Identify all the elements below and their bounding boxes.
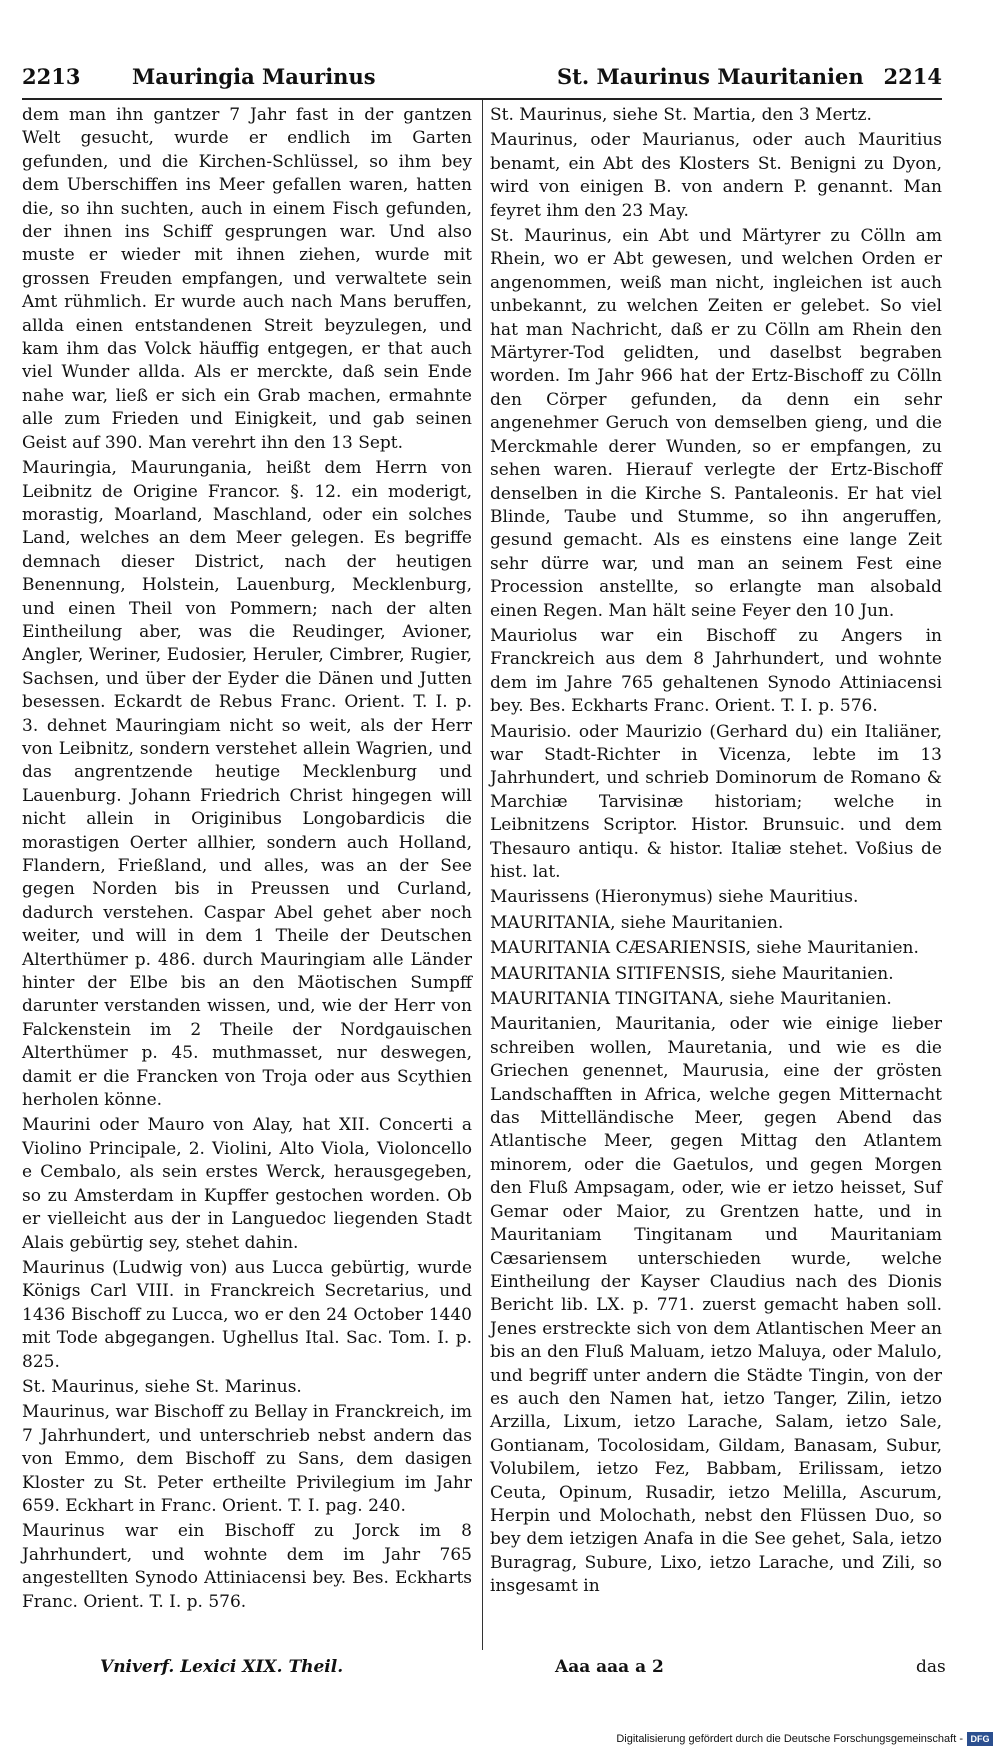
column-divider <box>482 100 483 1650</box>
entry-paragraph: Mauringia, Maurungania, heißt dem Herrn von Leibnitz de Origine Francor. §. 12. ein moderigt, morastig, Moarland, Maschland, oder ein solches Land, welches an dem Meer gelegen. Es begriffe demnach dieser District, nach der heutigen Benennung, Holstein, Lauenburg, Mecklenburg, und einen Theil von Pommern; nach der alten Eintheilung aber, was die Reudinger, Avioner, Angler, Weriner, Eudosier, Heruler, Cimbrer, Rugier, Sachsen, und über der Eyder die Dänen und Jutten besessen. Eckardt de Rebus Franc. Orient. T. I. p. 3. dehnet Mauringiam nicht so weit, als der Herr von Leibnitz, sondern verstehet allein Wagrien, und das angrentzende heutige Mecklenburg und Lauenburg. Johann Friedrich Christ hingegen will nicht allein in Originibus Longobardicis die morastigen Oerter allhier, sondern auch Holland, Flandern, Frießland, und alles, was an der See gegen Norden bis in Preussen und Curland, dadurch verstehen. Caspar Abel gehet aber noch weiter, und will in dem 1 Theile der Deutschen Alterthümer p. 486. durch Mauringiam alle Länder hinter der Elbe bis an den Mäotischen Sumpff darunter verstanden wissen, und, wie der Herr von Falckenstein im 2 Theile der Nordgauischen Alterthümer p. 45. muthmasset, nur deswegen, damit er die Francken von Troja oder aus Scythien herholen könne. <box>22 458 472 1111</box>
left-page-number: 2213 <box>22 64 81 89</box>
entry-paragraph: MAURITANIA SITIFENSIS, siehe Mauritanien. <box>490 963 894 984</box>
dfg-logo: DFG <box>967 1732 993 1746</box>
sheet-mark: Aaa aaa a 2 <box>555 1657 664 1677</box>
entry-paragraph: Maurinus, oder Maurianus, oder auch Mauritius benamt, ein Abt des Klosters St. Benigni zu Dyon, wird von einigen B. von andern P. genannt. Man feyret ihm den 23 May. <box>490 130 942 221</box>
credit-text: Digitalisierung gefördert durch die Deutsche Forschungsgemeinschaft - <box>616 1733 963 1745</box>
entry-paragraph: MAURITANIA TINGITANA, siehe Mauritanien. <box>490 989 892 1010</box>
entry-paragraph: Mauritanien, Mauritania, oder wie einige lieber schreiben wollen, Mauretania, und wie es die Griechen genennet, Maurusia, eine der grösten Landschafften in Africa, welche gegen Mitternacht das Mittelländische Meer, gegen Abend das Atlantische Meer, gegen Mittag den Atlantem minorem, oder die Gaetulos, und gegen Morgen den Fluß Ampsagam, oder, wie er ietzo heisset, Suf Gemar oder Maior, zu Grentzen hatte, und in Mauritaniam Tingitanam und Mauritaniam Cæsariensem unterschieden wurde, welche Eintheilung der Kayser Claudius nach des Dionis Bericht lib. LX. p. 771. zuerst gemacht haben soll. Jenes erstreckte sich von dem Atlantischen Meer an bis an den Fluß Maluam, ietzo Maluya, oder Malulo, und begriff unter andern die Städte Tingin, von der es auch den Namen hat, ietzo Tanger, Zilin, ietzo Arzilla, Lixum, ietzo Larache, Salam, ietzo Sale, Gontianam, Tocolosidam, Gildam, Banasam, Subur, Volubilem, ietzo Fez, Babbam, Erilissam, ietzo Ceuta, Opinum, Rusadir, ietzo Melilla, Ascurum, Herpin und Molochath, nebst den Flüssen Duo, so bey dem ietzigen Anafa in die See gehet, Sala, ietzo Buragrag, Subure, Lixo, ietzo Larache, und Zili, so insgesamt in <box>490 1014 942 1597</box>
entry-paragraph: Maurini oder Mauro von Alay, hat XII. Concerti a Violino Principale, 2. Violini, Alto Viola, Violoncello e Cembalo, als sein erstes Werck, herausgegeben, so zu Amsterdam in Kupffer gestochen worden. Ob er vielleicht aus der in Languedoc liegenden Stadt Alais gebürtig sey, stehet dahin. <box>22 1115 472 1253</box>
entry-paragraph: St. Maurinus, siehe St. Martia, den 3 Mertz. <box>490 105 872 125</box>
entry-paragraph: St. Maurinus, siehe St. Marinus. <box>22 1376 302 1397</box>
entry-paragraph: Maurissens (Hieronymus) siehe Mauritius. <box>490 887 859 908</box>
entry-paragraph: dem man ihn gantzer 7 Jahr fast in der gantzen Welt gesucht, wurde er endlich im Garten gefunden, und die Kirchen-Schlüssel, so ihm bey dem Uberschiffen ins Meer gefallen waren, hatten die, so ihn suchten, auch in einem Fisch gefunden, der ihnen ins Schiff gesprungen war. Und also muste er wieder mit ihnen ziehen, wurde mit grossen Freuden empfangen, und verwaltete sein Amt rühmlich. Er wurde auch nach Mans beruffen, allda einen entstandenen Streit beyzulegen, und kam ihm das Volck häuffig entgegen, er that auch viel Wunder allda. Als er merckte, daß sein Ende nahe war, ließ er sich ein Grab machen, ermahnte alle zum Frieden und Einigkeit, und gab seinen Geist auf 390. Man verehrt ihn den 13 Sept. <box>22 105 472 453</box>
right-column <box>490 104 942 1601</box>
catchword: das <box>916 1657 946 1677</box>
right-running-head: St. Maurinus Mauritanien <box>557 64 864 89</box>
digitization-credit <box>615 1730 995 1750</box>
entry-paragraph: MAURITANIA, siehe Mauritanien. <box>490 912 784 933</box>
right-page-number: 2214 <box>883 64 942 89</box>
entry-paragraph: MAURITANIA CÆSARIENSIS, siehe Mauritanien. <box>490 938 919 959</box>
signature-line: Vniverf. Lexici XIX. Theil. <box>100 1657 344 1677</box>
entry-paragraph: Mauriolus war ein Bischoff zu Angers in Franckreich aus dem 8 Jahrhundert, und wohnte dem im Jahre 765 gehaltenen Synodo Attiniacensi bey. Bes. Eckharts Franc. Orient. T. I. p. 576. <box>490 625 942 717</box>
left-column <box>22 104 472 1616</box>
entry-paragraph: Maurinus war ein Bischoff zu Jorck im 8 Jahrhundert, und wohnte dem im Jahr 765 angestellten Synodo Attiniacensi bey. Bes. Eckharts Franc. Orient. T. I. p. 576. <box>22 1521 472 1612</box>
entry-paragraph: Maurinus (Ludwig von) aus Lucca gebürtig, wurde Königs Carl VIII. in Franckreich Secretarius, und 1436 Bischoff zu Lucca, wo er den 24 October 1440 mit Tode abgegangen. Ughellus Ital. Sac. Tom. I. p. 825. <box>22 1257 472 1372</box>
entry-paragraph: Maurinus, war Bischoff zu Bellay in Franckreich, im 7 Jahrhundert, und unterschrieb nebst andern das von Emmo, dem Bischoff zu Sans, dem dasigen Kloster zu St. Peter ertheilte Privilegium im Jahr 659. Eckhart in Franc. Orient. T. I. pag. 240. <box>22 1402 472 1516</box>
left-running-head: Mauringia Maurinus <box>132 64 376 89</box>
entry-paragraph: St. Maurinus, ein Abt und Märtyrer zu Cölln am Rhein, wo er Abt gewesen, und welchen Orden er angenommen, weiß man nicht, ingleichen ist auch unbekannt, zu welchen Zeiten er gelebet. So viel hat man Nachricht, daß er zu Cölln am Rhein den Märtyrer-Tod gelidten, und daselbst begraben worden. Im Jahr 966 hat der Ertz-Bischoff zu Cölln den Cörper gefunden, da denn ein sehr angenehmer Geruch von demselben gieng, und die Merckmahle derer Wunden, so er empfangen, zu sehen waren. Hierauf verlegte der Ertz-Bischoff denselben in die Kirche S. Pantaleonis. Er hat viel Blinde, Taube und Stumme, so ihn angeruffen, gesund gemacht. Als es einstens eine lange Zeit sehr dürre war, und man an seinem Fest eine Procession anstellte, so erlangte man alsobald einen Regen. Man hält seine Feyer den 10 Jun. <box>490 226 942 621</box>
entry-paragraph: Maurisio. oder Maurizio (Gerhard du) ein Italiäner, war Stadt-Richter in Vicenza, lebte im 13 Jahrhundert, und schrieb Dominorum de Romano & Marchiæ Tarvisinæ historiam; welche in Leibnitzens Scriptor. Histor. Brunsuic. und dem Thesauro antiqu. & histor. Italiæ stehet. Voßius de hist. lat. <box>490 721 942 882</box>
page-header <box>22 62 942 100</box>
